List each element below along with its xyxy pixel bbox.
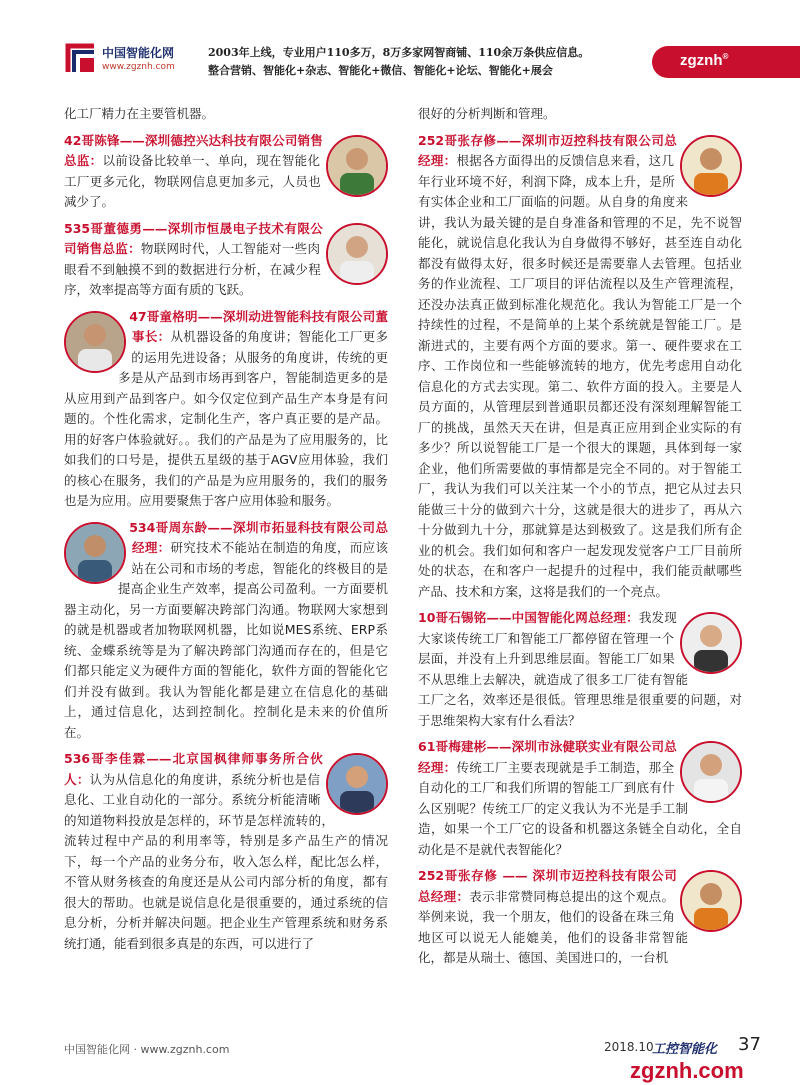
entry-zhang-cunxiu-2 [418,866,742,969]
entry-text: 从机器设备的角度讲；智能化工厂更多的运用先进设备；从服务的角度讲，传统的更多是从产品到市场再到客户，智能制造更多的是从应用到产品到客户。如今仅定位到产品生产本身是有问题的。个性化需求，定制化生产，客户真正要的是产品。用的好客户体验就好。。我们的产品是为了应用服务的，比如我们的口号是，提供五星级的基于AGV应用体验，我们的核心在服务，我们的产品是为应用服务的，我们的服务也是为应用。应用要聚焦于客户应用体验和服务。 [64,329,388,508]
entry-chen-feng [64,131,388,213]
left-column [64,104,388,954]
entry-text: 研究技术不能站在制造的角度，而应该站在公司和市场的考虑，智能化的终极目的是提高企业生产效率，提高公司盈利。一方面要机器主动化，另一方面要解决跨部门沟通。物联网大家想到的就是机器或者加物联网机器，比如说MES系统、ERP系统、金蝶系统等是为了解决跨部门沟通而存在的，但是它们都只能定义为硬件方面的智能化，软件方面的智能化它们并没有做到。我认为智能化都是建立在信息化的基础上，通过信息化，达到控制化。控制化是未来的价值所在。 [64,540,388,740]
brand-badge-text: zgznh® [680,52,729,69]
entry-text: 物联网时代，人工智能对一些肉眼看不到触摸不到的数据进行分析，在减少程序，效率提高等方面有质的飞跃。 [64,241,321,297]
speaker-name: 10哥石锡铭——中国智能化网总经理： [418,610,639,625]
speaker-name: 61哥梅建彬——深圳市泳健联实业有限公司总经理： [418,739,677,775]
avatar [680,741,742,803]
speaker-name: 535哥董德勇——深圳市恒晟电子技术有限公司销售总监： [64,220,323,256]
issue-date: 2018.10 [604,1040,654,1054]
entry-mei-jianbin [418,737,742,860]
magazine-name: 工控智能化 [652,1042,718,1057]
entry-text: 传统工厂主要表现就是手工制造，那全自动化的工厂和我们所谓的智能工厂到底有什么区别呢？传统工厂的定义我认为不光是手工制造，如果一个工厂它的设备和机器这条链全自动化，全自动化是不是就代表智能化？ [418,759,742,857]
avatar [326,223,388,285]
entry-zhang-cunxiu [418,131,742,603]
entry-zhou-dongling [64,518,388,744]
brand-badge [652,46,800,78]
entry-li-jialin [64,749,388,954]
avatar [680,870,742,932]
watermark: zgznh.com [630,1058,744,1083]
site-logo [64,42,98,76]
entry-text: 根据各方面得出的反馈信息来看，这几年行业环境不好，利润下降，成本上升，是所有实体企业和工厂面临的问题。从自身的角度来讲，我认为最关键的是自身准备和管理的不足，先不说智能化，就说信息化我认为自身做得不够好，甚至连自动化都没有做得太好，很多时候还是需要靠人去管理。包括业务的作业流程、工厂项目的评估流程以及生产管理流程，还没办法真正做到标准化规范化。我认为智能工厂是一个持续性的过程，不是简单的上某个系统就是智能工厂。是渐进式的，主要有两个方面的要求。第一、硬件要求在工序、工作岗位和一些能够流转的地方，优先考虑用自动化信息化的方式去实现。第二、软件方面的投入。主要是人员方面的，从管理层到普通职员都还没有深刻理解智能工厂的挑战，虽然天天在讲，但是真正应用到企业实际的有多少？所以说智能工厂是一个很大的课题，具体到每一家企业，他们所需要做的事情都是完全不同的。对于智能工厂，我认为我们可以关注某一个小的节点，把它从过去只能做三十分的做到六十分，这就是很大的进步了，再从六十分做到九十分，那就算是达到极致了。这是我们所有企业的机会。我们如何和客户一起发现发觉客户工厂目前所处的状态，在和客户一起提升的过程中，我们能贡献哪些产品、技术和方案，这将是我们的一个亮点。 [418,153,742,599]
footer-site: 中国智能化网 · www.zgznh.com [64,1043,230,1056]
entry-continuation [64,104,388,125]
header-services: 整合营销、智能化+杂志、智能化+微信、智能化+论坛、智能化+展会 [208,64,553,77]
avatar [680,135,742,197]
avatar [64,311,126,373]
entry-text: 以前设备比较单一、单向，现在智能化工厂更多元化，物联网信息更加多元，人员也减少了。 [64,153,321,209]
entry-text: 认为从信息化的角度讲，系统分析也是信息化、工业自动化的一部分。系统分析能清晰的知道物料投放是怎样的，环节是怎样流转的，流转过程中产品的利用率等，特别是多产品生产的情况下，每一个产品的业务分布，收入怎么样，配比怎么样，不管从财务核查的角度还是从公司内部分析的角度，都有很大的帮助。也就是说信息化是很重要的，通过系统的信息分析，分析并解决问题。把企业生产管理系统和财务系统打通，能看到很多真是的东西，可以进行了 [64,771,388,951]
avatar [326,753,388,815]
entry-text: 表示非常赞同梅总提出的这个观点。举例来说，我一个朋友，他们的设备在珠三角地区可以说无人能媲美，他们的设备非常智能化，都是从瑞士、德国、美国进口的，一台机 [418,888,688,965]
speaker-name: 252哥张存修 —— 深圳市迈控科技有限公司总经理： [418,868,677,904]
speaker-name: 47哥童格明——深圳动进智能科技有限公司董事长： [129,308,388,344]
speaker-name: 42哥陈锋——深圳德控兴达科技有限公司销售总监： [64,132,323,168]
site-name: 中国智能化网 [102,46,175,60]
speaker-name: 536哥李佳霖——北京国枫律师事务所合伙人： [64,751,323,787]
page-header [0,0,800,88]
entry-text: 化工厂精力在主要管机器。 [64,106,215,121]
entry-continuation [418,104,742,125]
entry-text: 我发现大家谈传统工厂和智能工厂都停留在管理一个层面，并没有上升到思维层面。智能工厂如果不从思维上去解决，就造成了很多工厂徒有智能工厂之名，效率还是很低。管理思维是很重要的问题，对于思维架构大家有什么看法？ [418,610,742,728]
avatar [64,522,126,584]
speaker-name: 252哥张存修——深圳市迈控科技有限公司总经理： [418,132,677,168]
entry-text: 很好的分析判断和管理。 [418,106,556,121]
entry-tong-geming [64,307,388,512]
entry-shi-ximing [418,608,742,731]
site-url[interactable]: www.zgznh.com [102,62,175,72]
entry-dong-deyong [64,219,388,301]
avatar [680,612,742,674]
speaker-name: 534哥周东龄——深圳市拓显科技有限公司总经理： [129,519,388,555]
avatar [326,135,388,197]
page-number: 37 [738,1034,761,1055]
header-tagline: 2003年上线，专业用户110多万，8万多家网智商铺、110余万条供应信息。 [208,46,590,59]
right-column [418,104,742,969]
